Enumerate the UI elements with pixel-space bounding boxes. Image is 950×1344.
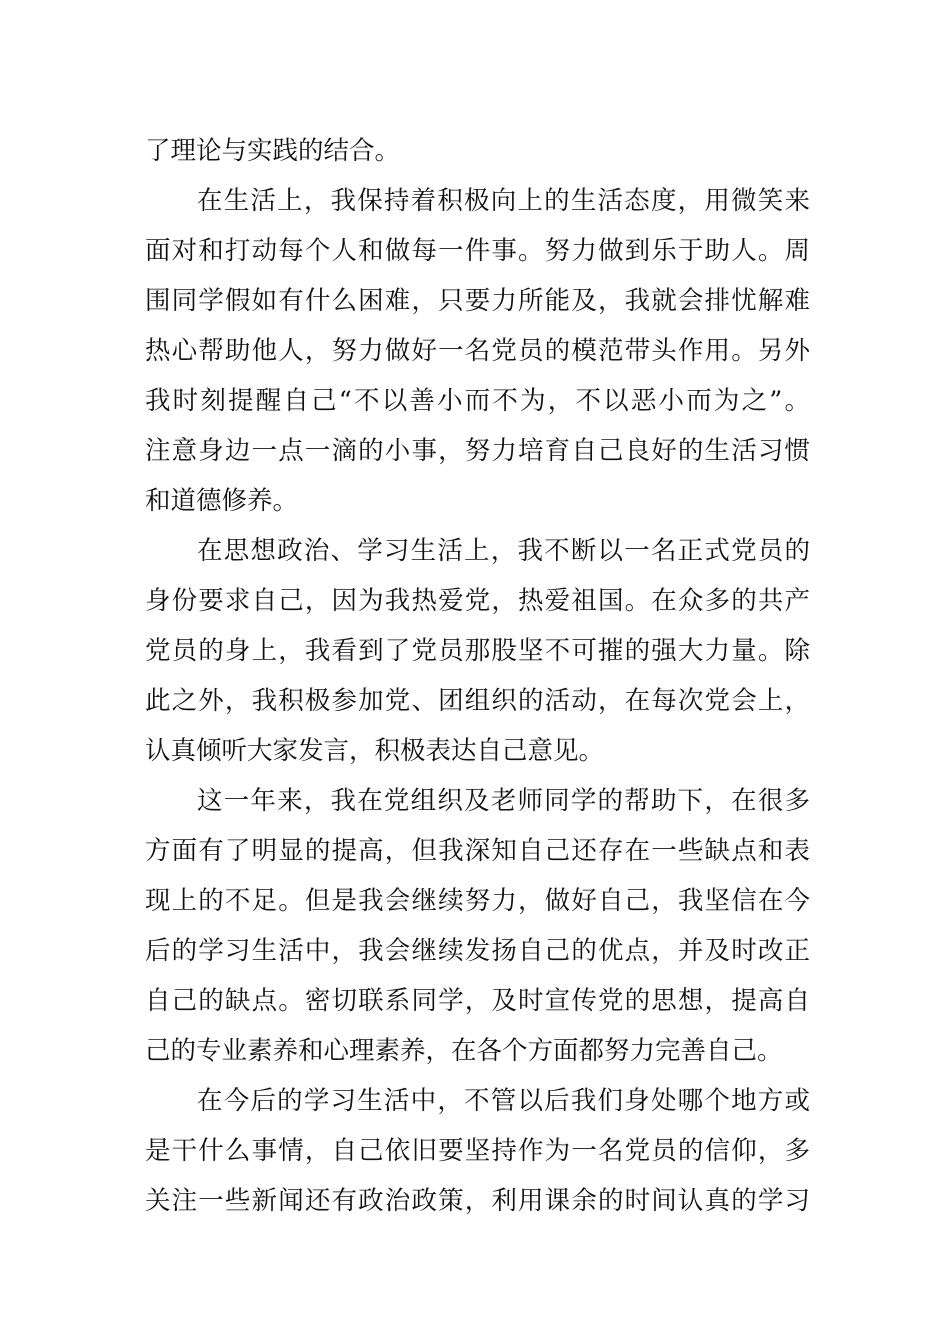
paragraph-first-line: 在思想政治、学习生活上，我不断以一名正式党员的 <box>197 536 810 566</box>
text-line: 后的学习生活中，我会继续发扬自己的优点，并及时改正 <box>145 936 810 966</box>
text-line: 面对和打动每个人和做每一件事。努力做到乐于助人。周 <box>145 236 810 266</box>
paragraph-first-line: 在生活上，我保持着积极向上的生活态度，用微笑来 <box>197 186 810 216</box>
text-line: 注意身边一点一滴的小事，努力培育自己良好的生活习惯 <box>145 436 810 466</box>
text-line: 己的专业素养和心理素养，在各个方面都努力完善自己。 <box>145 1036 783 1066</box>
paragraph-first-line: 这一年来，我在党组织及老师同学的帮助下，在很多 <box>197 786 810 816</box>
text-line: 方面有了明显的提高，但我深知自己还存在一些缺点和表 <box>145 836 810 866</box>
text-line: 围同学假如有什么困难，只要力所能及，我就会排忧解难 <box>145 286 810 316</box>
text-line: 此之外，我积极参加党、团组织的活动，在每次党会上， <box>145 686 810 716</box>
text-line: 是干什么事情，自己依旧要坚持作为一名党员的信仰，多 <box>145 1136 810 1166</box>
text-line: 现上的不足。但是我会继续努力，做好自己，我坚信在今 <box>145 886 810 916</box>
text-line: 党员的身上，我看到了党员那股坚不可摧的强大力量。除 <box>145 636 810 666</box>
paragraph-first-line: 在今后的学习生活中，不管以后我们身处哪个地方或 <box>197 1086 810 1116</box>
body-text <box>145 126 810 1226</box>
text-line: 了理论与实践的结合。 <box>145 136 401 166</box>
text-line: 关注一些新闻还有政治政策，利用课余的时间认真的学习 <box>145 1186 810 1216</box>
text-line: 我时刻提醒自己“不以善小而不为，不以恶小而为之”。 <box>145 386 810 416</box>
text-line: 和道德修养。 <box>145 486 299 516</box>
text-line: 身份要求自己，因为我热爱党，热爱祖国。在众多的共产 <box>145 586 810 616</box>
text-line: 认真倾听大家发言，积极表达自己意见。 <box>145 736 605 766</box>
text-line: 热心帮助他人，努力做好一名党员的模范带头作用。另外 <box>145 336 810 366</box>
text-line: 自己的缺点。密切联系同学，及时宣传党的思想，提高自 <box>145 986 810 1016</box>
